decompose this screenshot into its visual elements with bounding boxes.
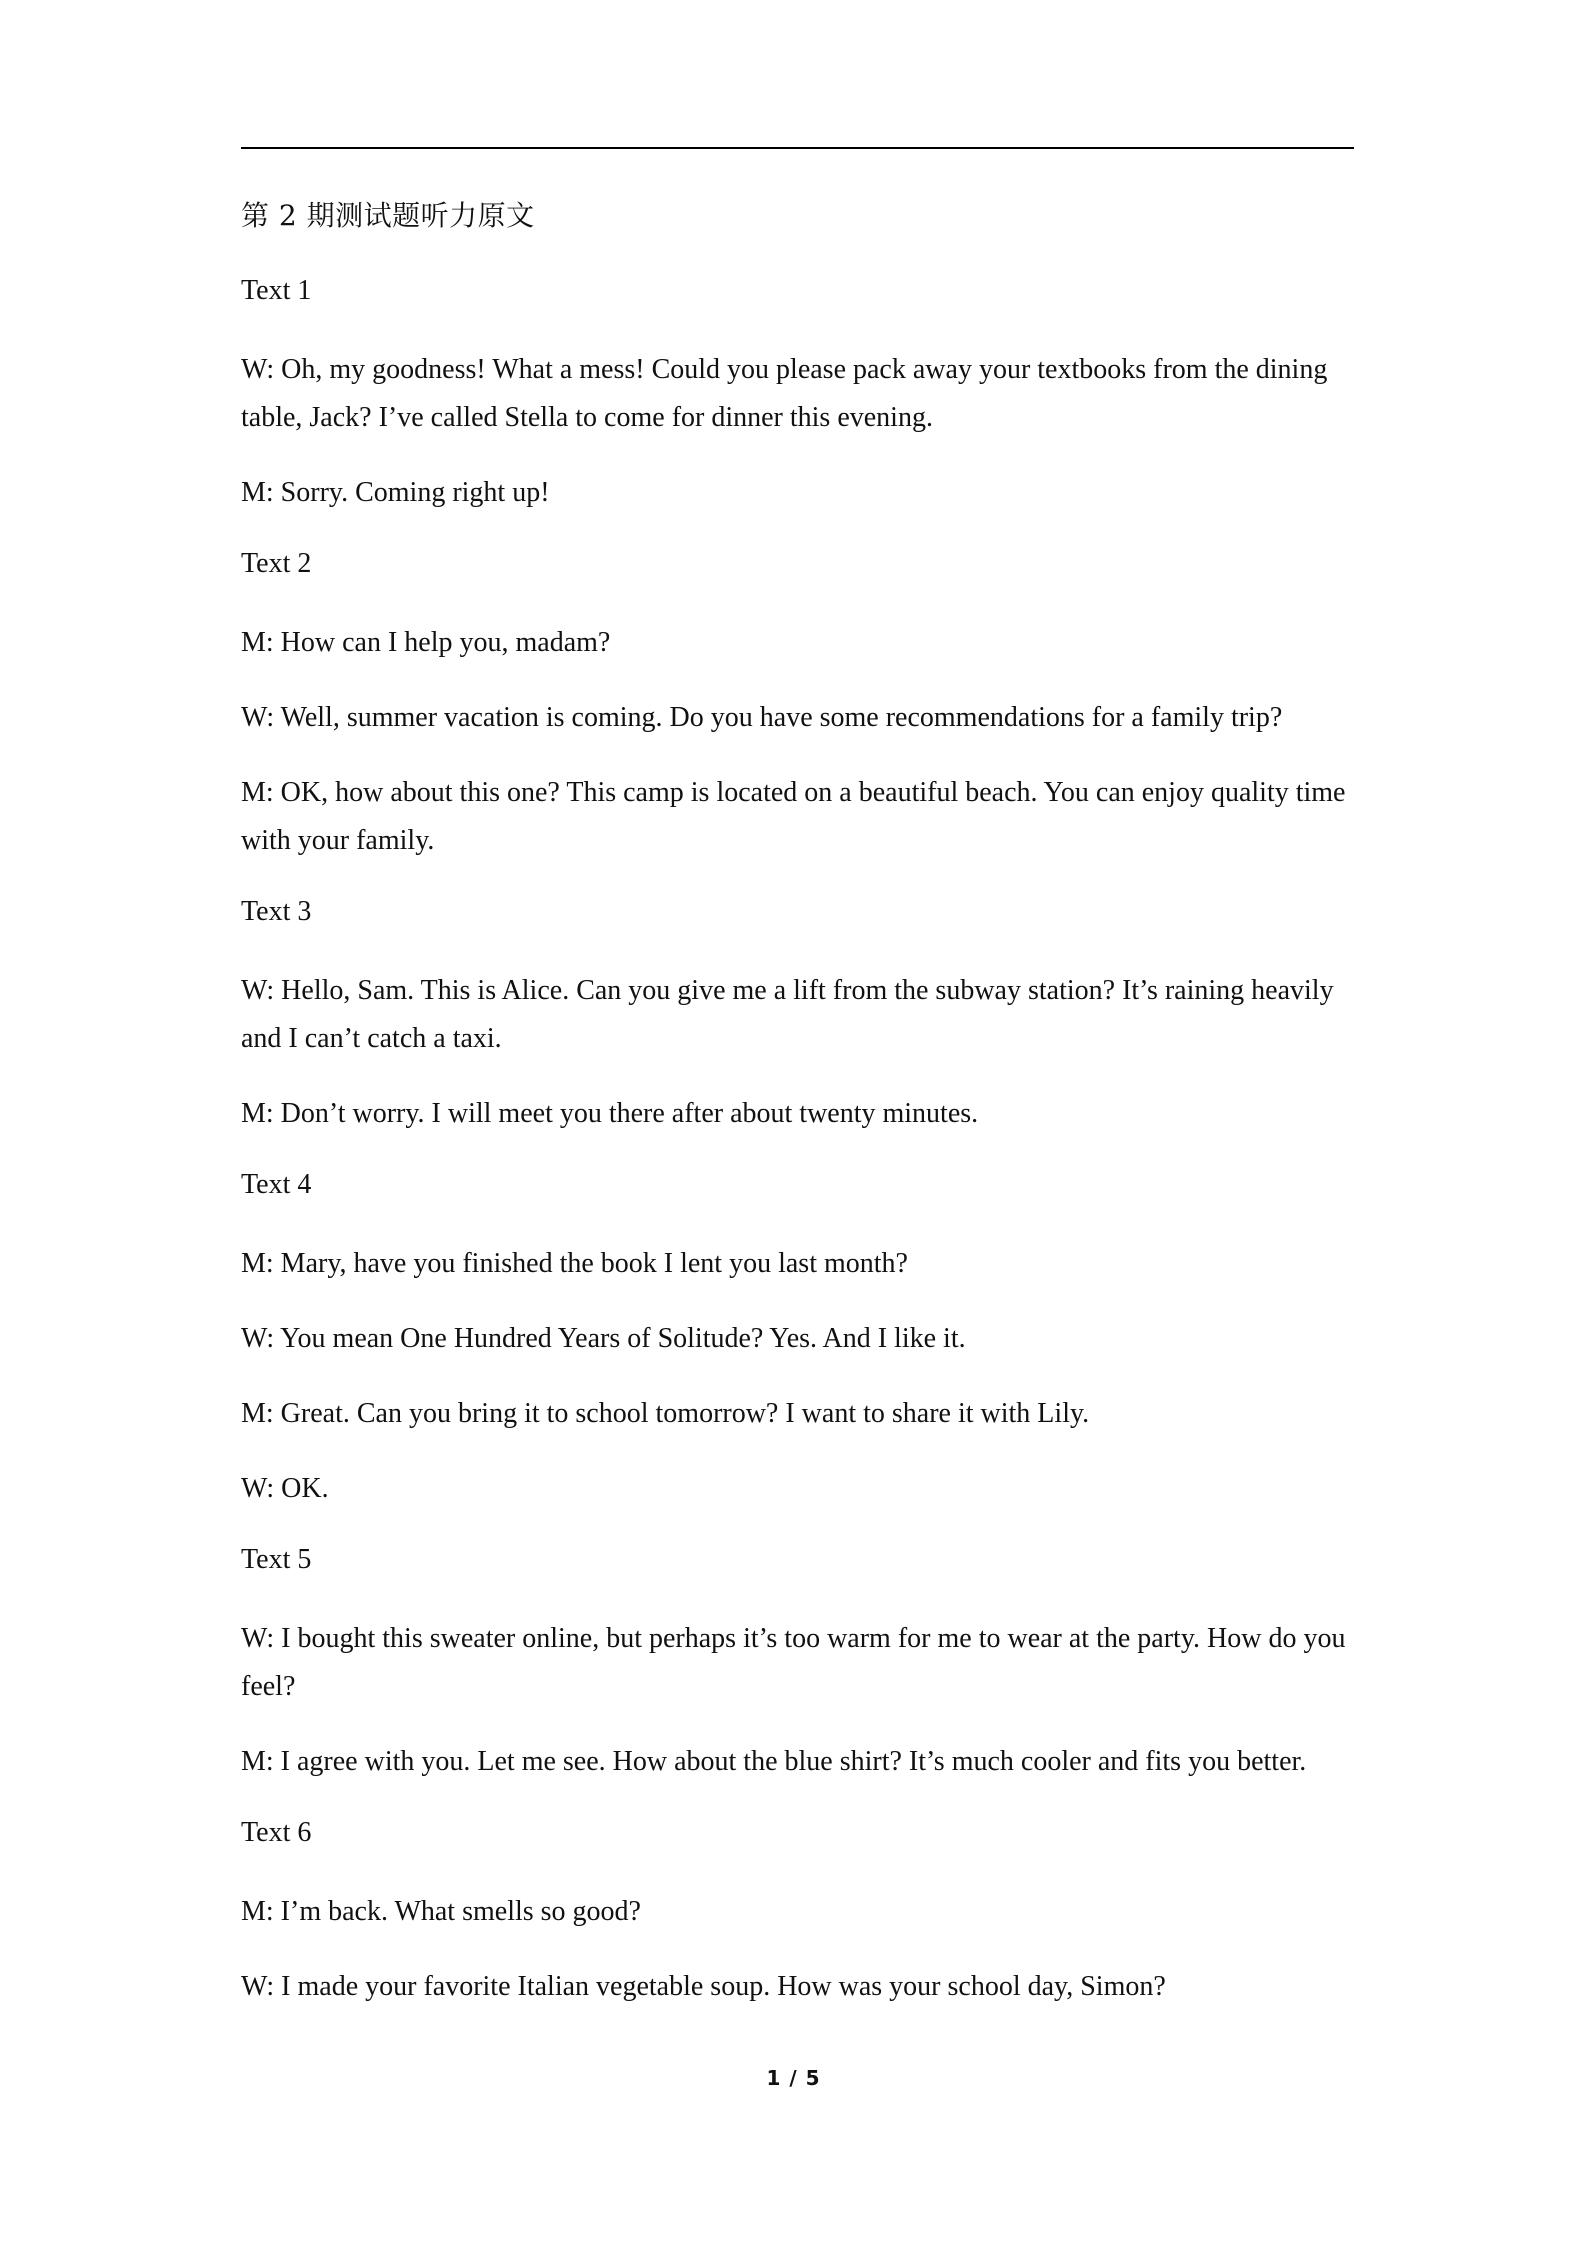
section-label: Text 5 (241, 1544, 312, 1575)
page-number: 1 / 5 (766, 2066, 821, 2090)
dialogue-line: W: I bought this sweater online, but perhaps it’s too warm for me to wear at the party. How do you feel? (241, 1623, 1346, 1702)
dialogue-line: W: Oh, my goodness! What a mess! Could you please pack away your textbooks from the dining table, Jack? I’ve called Stella to come for dinner this evening. (241, 354, 1328, 433)
dialogue-line: M: Don’t worry. I will meet you there after about twenty minutes. (241, 1098, 979, 1129)
section-label: Text 6 (241, 1817, 312, 1848)
document-body (241, 196, 1361, 2038)
text-section (241, 1165, 1361, 1513)
section-label: Text 2 (241, 548, 312, 579)
text-section (241, 1540, 1361, 1786)
section-label: Text 1 (241, 275, 312, 306)
dialogue-line: W: I made your favorite Italian vegetable soup. How was your school day, Simon? (241, 1971, 1166, 2002)
dialogue-line: W: Hello, Sam. This is Alice. Can you give me a lift from the subway station? It’s raining heavily and I can’t catch a taxi. (241, 975, 1334, 1054)
text-section (241, 544, 1361, 865)
text-section (241, 892, 1361, 1138)
text-section (241, 271, 1361, 517)
dialogue-line: M: OK, how about this one? This camp is located on a beautiful beach. You can enjoy quality time with your family. (241, 777, 1346, 856)
dialogue-line: W: You mean One Hundred Years of Solitude? Yes. And I like it. (241, 1323, 966, 1354)
section-label: Text 4 (241, 1169, 312, 1200)
text-section (241, 1813, 1361, 2011)
dialogue-line: W: OK. (241, 1473, 329, 1504)
section-label: Text 3 (241, 896, 312, 927)
dialogue-line: W: Well, summer vacation is coming. Do you have some recommendations for a family trip? (241, 702, 1283, 733)
dialogue-line: M: I’m back. What smells so good? (241, 1896, 641, 1927)
dialogue-line: M: How can I help you, madam? (241, 627, 611, 658)
document-title: 第 2 期测试题听力原文 (241, 199, 535, 232)
dialogue-line: M: Sorry. Coming right up! (241, 477, 550, 508)
header-rule (241, 147, 1354, 149)
dialogue-line: M: I agree with you. Let me see. How about the blue shirt? It’s much cooler and fits you better. (241, 1746, 1307, 1777)
dialogue-line: M: Great. Can you bring it to school tomorrow? I want to share it with Lily. (241, 1398, 1090, 1429)
dialogue-line: M: Mary, have you finished the book I lent you last month? (241, 1248, 908, 1279)
